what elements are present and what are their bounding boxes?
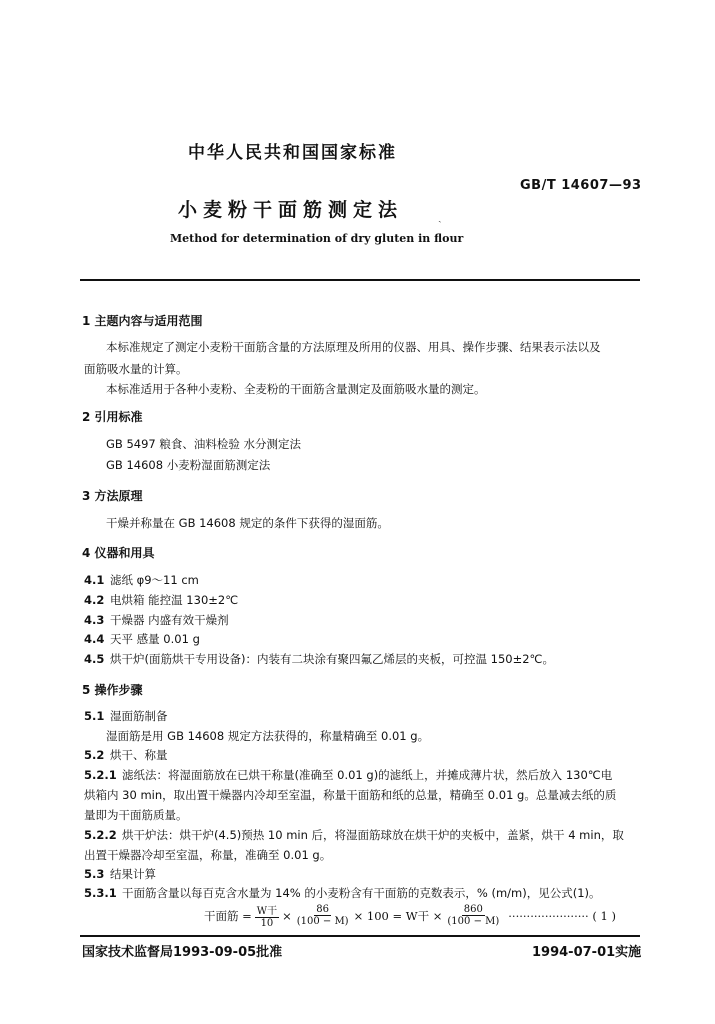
formula-1 xyxy=(204,902,616,929)
subsection-5-1-text: 湿面筋是用 GB 14608 规定方法获得的，称量精确至 0.01 g。 xyxy=(106,729,430,743)
subsection-5-1: 5.1 湿面筋制备 xyxy=(84,709,168,723)
operator: × xyxy=(282,908,292,923)
approval-date: 国家技术监督局1993-09-05批准 xyxy=(82,945,283,960)
effective-date: 1994-07-01实施 xyxy=(532,945,642,960)
list-item: 4.3 干燥器 内盛有效干燥剂 xyxy=(84,613,229,627)
document-title-en: Method for determination of dry gluten in flour xyxy=(170,232,464,245)
subsection-5-2: 5.2 烘干、称量 xyxy=(84,748,168,762)
section-1-heading: 1 主题内容与适用范围 xyxy=(82,314,203,328)
section-1-para-1a: 本标准规定了测定小麦粉干面筋含量的方法原理及所用的仪器、用具、操作步骤、结果表示法以及 xyxy=(106,340,601,354)
equation-number: ······················ ( 1 ) xyxy=(508,908,616,923)
subsection-5-2-1-cont: 量即为干面筋质量。 xyxy=(84,808,188,822)
subsection-5-2-1: 5.2.1 滤纸法：将湿面筋放在已烘干称量(准确至 0.01 g)的滤纸上，并摊成薄片状，然后放入 130℃电 xyxy=(84,768,613,782)
list-item: 4.4 天平 感量 0.01 g xyxy=(84,632,200,646)
top-divider xyxy=(80,279,640,281)
list-item: 4.2 电烘箱 能控温 130±2℃ xyxy=(84,593,239,607)
operator: × 100 = W干 × xyxy=(353,908,443,923)
section-5-heading: 5 操作步骤 xyxy=(82,683,143,697)
formula-lhs: 干面筋 = xyxy=(204,908,252,923)
section-2-heading: 2 引用标准 xyxy=(82,410,143,424)
subsection-5-3-1: 5.3.1 干面筋含量以每百克含水量为 14% 的小麦粉含有干面筋的克数表示，% (m/m)，见公式(1)。 xyxy=(84,886,601,900)
section-1-para-1b: 面筋吸水量的计算。 xyxy=(84,362,188,376)
section-3-para: 干燥并称量在 GB 14608 规定的条件下获得的湿面筋。 xyxy=(106,516,389,530)
section-1-para-2: 本标准适用于各种小麦粉、全麦粉的干面筋含量测定及面筋吸水量的测定。 xyxy=(106,382,486,396)
bottom-divider xyxy=(80,935,640,937)
fraction: $\frac{\text{W干}}{10}$ xyxy=(255,902,279,929)
section-4-heading: 4 仪器和用具 xyxy=(82,546,155,560)
subsection-5-3: 5.3 结果计算 xyxy=(84,867,156,881)
standard-code: GB/T 14607—93 xyxy=(520,178,642,193)
document-title: 小麦粉干面筋测定法 xyxy=(178,199,404,221)
stray-mark: ˎ xyxy=(438,210,442,223)
subsection-5-2-1-cont: 烘箱内 30 min，取出置干燥器内冷却至室温，称量干面筋和纸的总量，精确至 0.01 g。总量减去纸的质 xyxy=(84,788,617,802)
fraction: $\frac{86}{(100 - M)}$ xyxy=(296,904,349,927)
fraction: $\frac{860}{(100 - M)}$ xyxy=(447,904,500,927)
list-item: 4.5 烘干炉(面筋烘干专用设备)：内装有二块涂有聚四氟乙烯层的夹板，可控温 150±2℃。 xyxy=(84,652,554,666)
subsection-5-2-2-cont: 出置干燥器冷却至室温，称量，准确至 0.01 g。 xyxy=(84,848,332,862)
reference-item: GB 14608 小麦粉湿面筋测定法 xyxy=(106,458,271,472)
org-title: 中华人民共和国国家标准 xyxy=(188,143,397,163)
section-3-heading: 3 方法原理 xyxy=(82,489,143,503)
subsection-5-2-2: 5.2.2 烘干炉法：烘干炉(4.5)预热 10 min 后，将湿面筋球放在烘干炉的夹板中，盖紧，烘干 4 min，取 xyxy=(84,828,624,842)
list-item: 4.1 滤纸 φ9～11 cm xyxy=(84,573,199,587)
reference-item: GB 5497 粮食、油料检验 水分测定法 xyxy=(106,437,302,451)
